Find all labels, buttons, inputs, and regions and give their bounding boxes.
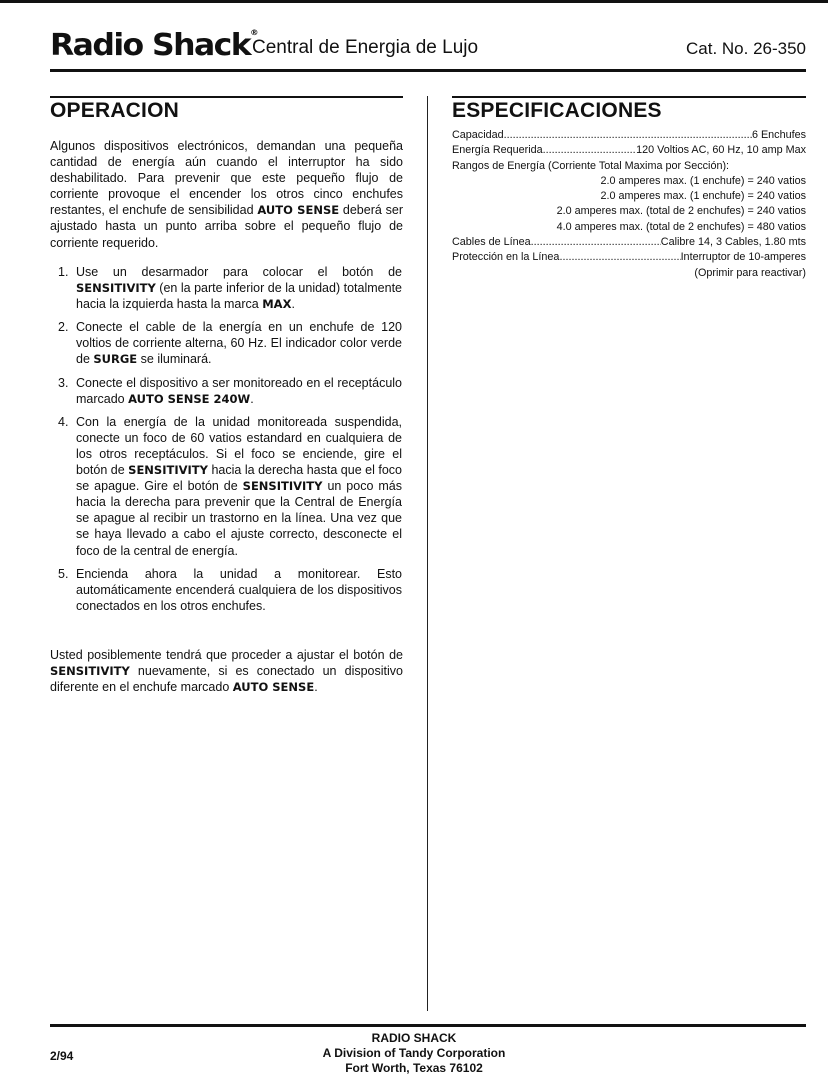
spec-rango-4: 4.0 amperes max. (total de 2 enchufes) = 480 vatios bbox=[556, 220, 806, 233]
step-2: 2. Conecte el cable de la energía en un enchufe de 120 voltios de corriente alterna, 60 Hz. El indicador color verde de SURGE se iluminará. bbox=[58, 320, 402, 367]
especificaciones-rule bbox=[452, 96, 806, 98]
step-1: 1. Use un desarmador para colocar el botón de SENSITIVITY (en la parte inferior de la unidad) totalmente hacia la izquierda hasta la marca MAX. bbox=[58, 265, 402, 312]
spec-table bbox=[452, 128, 806, 281]
catalog-number: Cat. No. 26-350 bbox=[685, 39, 806, 58]
spec-proteccion-note: (Oprimir para reactivar) bbox=[694, 266, 806, 279]
spec-rango-2: 2.0 amperes max. (1 enchufe) = 240 vatios bbox=[600, 190, 806, 203]
spec-row-proteccion: Protección en la Línea ..... Interruptor de 10-amperes bbox=[452, 250, 806, 265]
operacion-rule bbox=[50, 96, 403, 98]
operacion-intro: Algunos dispositivos electrónicos, demandan una pequeña cantidad de energía aún cuando el interruptor ha sido deshabilitado. Para prevenir que este pequeño flujo de corriente provoque el encender los otros cinco enchufes restantes, el enchufe de sensibilidad AUTO SENSE deberá ser ajustado hasta un punto arriba sobre el pequeño flujo de corriente requerido. bbox=[50, 139, 403, 250]
top-rule bbox=[0, 0, 828, 3]
especificaciones-heading: ESPECIFICACIONES bbox=[452, 99, 662, 122]
step-4: 4. Con la energía de la unidad monitoreada suspendida, conecte un foco de 60 vatios estandard en cualquiera de los otros receptáculos. Si el foco se enciende, gire el botón de SENSITIVITY hacia la derecha hasta que el foco se apague. Gire el botón de SENSITIVITY un poco más hacia la derecha para prevenir que la Central de Energía se apague al recibir un trastorno en la línea. Una vez que se haya llevado a cabo el ajuste correcto, desconecte el foco de la central de energía. bbox=[58, 414, 402, 558]
step-3: 3. Conecte el dispositivo a ser monitoreado en el receptáculo marcado AUTO SENSE 240W. bbox=[58, 375, 402, 406]
footer-date: 2/94 bbox=[50, 1049, 74, 1063]
operacion-heading: OPERACION bbox=[50, 99, 179, 122]
footer-division: A Division of Tandy Corporation bbox=[322, 1046, 506, 1060]
spec-rangos-label: Rangos de Energía (Corriente Total Maxima por Sección): bbox=[452, 159, 730, 172]
document-title: Central de Energia de Lujo bbox=[252, 37, 479, 58]
spec-rango-3: 2.0 amperes max. (total de 2 enchufes) = 240 vatios bbox=[556, 205, 806, 218]
step-5: 5. Encienda ahora la unidad a monitorear. Esto automáticamente encenderá cualquiera de los dispositivos conectados en los otros enchufes. bbox=[58, 566, 402, 613]
column-divider bbox=[427, 96, 428, 1011]
steps-list bbox=[58, 264, 402, 621]
spec-row-cables: Cables de Línea ..... Calibre 14, 3 Cables, 1.80 mts bbox=[452, 235, 806, 250]
footer-address: Fort Worth, Texas 76102 bbox=[345, 1061, 483, 1075]
footer-company: RADIO SHACK bbox=[371, 1031, 457, 1045]
header-rule bbox=[50, 69, 806, 72]
footer-address-block bbox=[0, 1031, 828, 1076]
brand-logo: Radio Shack® bbox=[50, 28, 257, 63]
spec-row-energia: Energía Requerida ..... 120 Voltios AC, 60 Hz, 10 amp Max bbox=[452, 143, 806, 158]
footer-rule bbox=[50, 1024, 806, 1027]
operacion-outro: Usted posiblemente tendrá que proceder a ajustar el botón de SENSITIVITY nuevamente, si es conectado un dispositivo diferente en el enchufe marcado AUTO SENSE. bbox=[50, 648, 403, 695]
spec-rango-1: 2.0 amperes max. (1 enchufe) = 240 vatios bbox=[600, 174, 806, 187]
spec-row-capacidad: Capacidad ..... 6 Enchufes bbox=[452, 128, 806, 143]
